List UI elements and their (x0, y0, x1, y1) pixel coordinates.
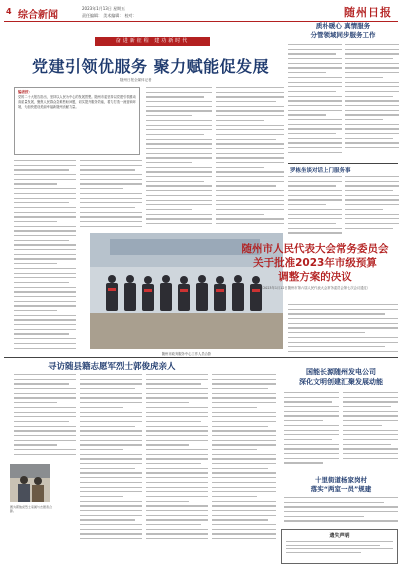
resolution-title-line3: 调整方案的决议 (278, 271, 352, 283)
power-plant-column-1 (284, 392, 339, 472)
masthead-logo: 随州日报 (344, 6, 392, 19)
section-title: 综合新闻 (18, 10, 58, 21)
martyr-family-photo (10, 464, 50, 502)
right-top-column-1 (288, 44, 342, 162)
resolution-body (288, 304, 398, 354)
lost-notice-box (281, 529, 398, 564)
village-headline[interactable] (282, 476, 400, 494)
lead-story-banner: 奋进新征程 建功新时代 (95, 37, 210, 46)
martyr-story-column-2 (80, 374, 142, 554)
martyr-story-column-1 (14, 374, 76, 462)
budget-resolution-title[interactable] (240, 242, 390, 291)
power-plant-headline-line2: 深化文明创建汇聚发展动能 (299, 377, 383, 386)
editor-credits: 责任编辑： 美术编辑： 校对： (82, 13, 137, 18)
editor-note-text: 党的二十大报告指出，坚持以人民为中心的发展思想。随州市委坚持以党建引领推动高质量发展，聚焦人民群众急难愁盼问题，切实提升服务效能，着力打造一流营商环境，为加快建设美丽幸福新随州贡献力量。 (18, 95, 136, 110)
editor-note-label: 编者按： (18, 90, 32, 94)
right-second-headline[interactable]: 罗栋坐谈对话上门服务事 (290, 168, 351, 174)
page-number: 4 (6, 7, 12, 16)
martyr-story-column-4 (212, 374, 276, 554)
section-divider (4, 357, 398, 358)
lead-story-column-3 (146, 87, 212, 230)
village-headline-line2: 落实“两室一员”规建 (310, 485, 372, 493)
lead-story-photo-caption: 随州市政务服务中心工作人员合影 (161, 352, 212, 356)
lead-story-column-1 (14, 160, 76, 350)
village-headline-line1: 十里街道杨家岗村 (315, 476, 367, 484)
power-plant-column-2 (343, 392, 398, 472)
right-second-column-1 (288, 176, 342, 238)
right-top-headline[interactable] (288, 22, 398, 40)
editor-note-box (14, 87, 140, 155)
village-story-body (284, 497, 398, 527)
martyr-story-column-3 (146, 374, 208, 554)
divider (288, 163, 398, 164)
page-header (4, 4, 398, 22)
right-top-column-2 (345, 44, 399, 162)
right-second-column-2 (345, 176, 399, 238)
right-top-headline-line1: 质朴暖心 真情服务 (315, 22, 371, 30)
lead-story-byline: 随州日报全媒体记者 (120, 78, 152, 82)
lead-story-column-4 (216, 87, 284, 230)
lead-story-column-2 (80, 160, 142, 230)
resolution-title-line1: 随州市人民代表大会常务委员会 (241, 243, 389, 255)
power-plant-headline[interactable] (282, 368, 400, 387)
lost-notice-title: 遗失声明 (329, 533, 350, 539)
resolution-subtitle: （2023年1月12日随州市第六届人民代表大会常务委员会第七次会议通过） (259, 286, 371, 290)
family-photo-image (10, 464, 50, 502)
martyr-story-headline[interactable]: 寻访随县籍志愿军烈士郭俊虎亲人 (48, 362, 176, 372)
right-top-headline-line2: 分管领域同步服务工作 (310, 31, 376, 39)
resolution-title-line2: 关于批准2023年市级预算 (253, 257, 377, 269)
issue-date: 2023年1月13日 星期五 (82, 6, 126, 11)
power-plant-headline-line1: 国能长源随州发电公司 (306, 368, 376, 376)
lead-story-headline[interactable]: 党建引领优服务 聚力赋能促发展 (32, 57, 270, 76)
martyr-photo-caption: 图为郭俊虎烈士家属与志愿者合影。 (10, 505, 53, 513)
